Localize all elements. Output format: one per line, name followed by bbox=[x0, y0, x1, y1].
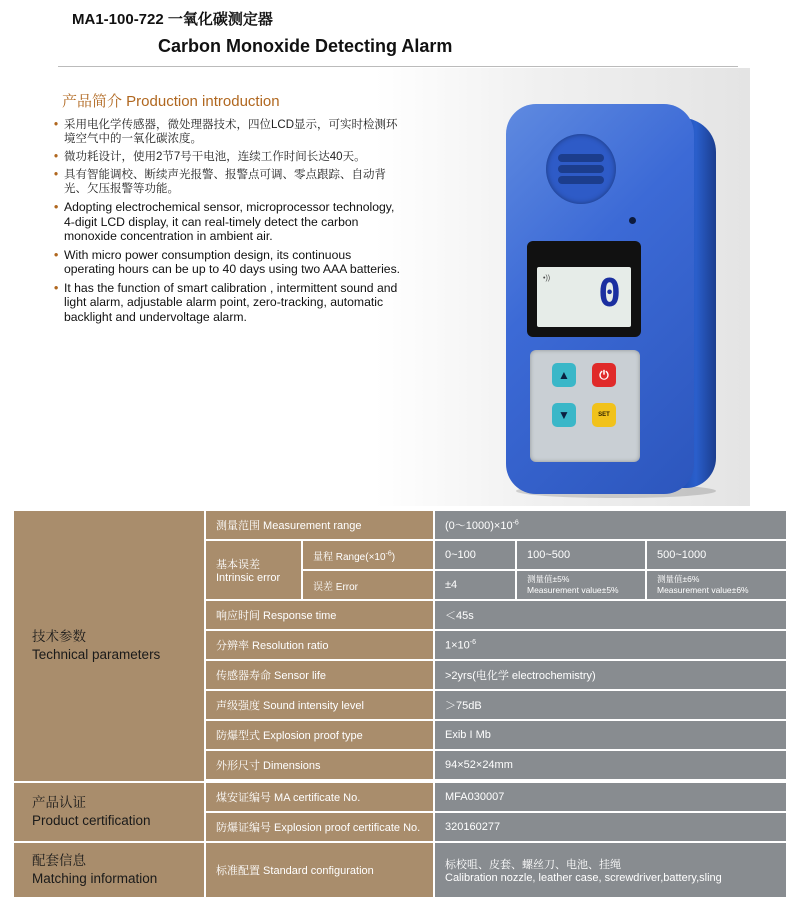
intro-bullet-cn: • 微功耗设计，使用2节7号干电池，连续工作时间长达40天。 bbox=[54, 150, 404, 164]
measurement-range-value: $(0\sim 1000)\times 10^{-6}$ bbox=[435, 511, 786, 539]
range-0-100: 0~100 bbox=[435, 541, 515, 569]
product-code: MA1-100-722 一氧化碳测定器 bbox=[72, 11, 273, 28]
category-matching: 配套信息 Matching information bbox=[14, 843, 204, 897]
response-time-value: ＜45s bbox=[435, 601, 786, 629]
range-500-1000: 500~1000 bbox=[647, 541, 786, 569]
error-0-100: ±4 bbox=[435, 571, 515, 599]
speaker-grille-icon bbox=[546, 134, 616, 204]
set-button[interactable] bbox=[592, 403, 616, 427]
error-500-1000: 测量值±6% Measurement value±6% bbox=[647, 571, 786, 599]
ma-cert-value: MFA030007 bbox=[435, 783, 786, 811]
co-detector-device bbox=[506, 104, 718, 496]
category-certification: 产品认证 Product certification bbox=[14, 783, 204, 841]
device-body bbox=[506, 104, 694, 494]
up-arrow-button[interactable] bbox=[552, 363, 576, 387]
set-button-label: SET bbox=[598, 412, 610, 418]
range-100-500: 100~500 bbox=[517, 541, 645, 569]
intro-bullet-list bbox=[54, 118, 404, 328]
intro-bullet-en: • Adopting electrochemical sensor, microprocessor technology, 4-digit LCD display, it can real-timely detect the carbon monoxide concentration in ambient air. bbox=[54, 200, 404, 244]
sound-level-value: ＞75dB bbox=[435, 691, 786, 719]
intro-bullet-en: • With micro power consumption design, its continuous operating hours can be up to 40 days using two AAA batteries. bbox=[54, 248, 404, 277]
standard-config-label: 标准配置 Standard configuration bbox=[206, 843, 433, 897]
standard-config-value: 标校咀、皮套、螺丝刀、电池、挂绳 Calibration nozzle, leather case, screwdriver,battery,sling bbox=[435, 843, 786, 897]
explosion-type-value: Exib I Mb bbox=[435, 721, 786, 749]
category-technical-en: Technical parameters bbox=[32, 647, 161, 662]
keypad bbox=[530, 350, 640, 462]
resolution-value: $1\times 10^{-6}$ bbox=[435, 631, 786, 659]
intrinsic-error-label: 基本误差 Intrinsic error bbox=[206, 541, 301, 599]
header-divider bbox=[58, 66, 738, 67]
category-technical-cn: 技术参数 bbox=[32, 629, 86, 644]
sound-level-label: 声级强度 Sound intensity level bbox=[206, 691, 433, 719]
power-button[interactable] bbox=[592, 363, 616, 387]
ex-cert-label: 防爆证编号 Explosion proof certificate No. bbox=[206, 813, 433, 841]
down-arrow-button[interactable] bbox=[552, 403, 576, 427]
triangle-up-icon: ▲ bbox=[558, 368, 570, 382]
intro-bullet-cn: • 采用电化学传感器，微处理器技术，四位LCD显示，可实时检测环境空气中的一氧化碳浓度。 bbox=[54, 118, 404, 146]
resolution-label: 分辨率 Resolution ratio bbox=[206, 631, 433, 659]
explosion-type-label: 防爆型式 Explosion proof type bbox=[206, 721, 433, 749]
intro-heading: 产品简介 Production introduction bbox=[62, 93, 280, 110]
dimensions-value: 94×52×24mm bbox=[435, 751, 786, 779]
lcd-display bbox=[537, 267, 631, 327]
triangle-down-icon: ▼ bbox=[558, 408, 570, 422]
alarm-sound-icon: •)) bbox=[543, 275, 551, 282]
sensor-life-value: >2yrs(电化学 electrochemistry) bbox=[435, 661, 786, 689]
sensor-life-label: 传感器寿命 Sensor life bbox=[206, 661, 433, 689]
page-title: Carbon Monoxide Detecting Alarm bbox=[158, 36, 453, 56]
error-sublabel: 误差 Error bbox=[303, 571, 433, 599]
ex-cert-value: 320160277 bbox=[435, 813, 786, 841]
range-sublabel: 量程 $Range(\times 10^{-6})$ bbox=[303, 541, 433, 569]
dimensions-label: 外形尺寸 Dimensions bbox=[206, 751, 433, 779]
ma-cert-label: 煤安证编号 MA certificate No. bbox=[206, 783, 433, 811]
indicator-led bbox=[629, 217, 636, 224]
error-100-500: 测量值±5% Measurement value±5% bbox=[517, 571, 645, 599]
intro-bullet-en: • It has the function of smart calibration , intermittent sound and light alarm, adjustable alarm point, zero-tracking, automatic backlight and undervoltage alarm. bbox=[54, 281, 404, 325]
lcd-reading: 0 bbox=[598, 271, 621, 315]
measurement-range-label: 测量范围 Measurement range bbox=[206, 511, 433, 539]
spec-table bbox=[12, 509, 788, 899]
power-icon: ⏻ bbox=[599, 367, 609, 382]
category-technical bbox=[14, 511, 204, 781]
intro-bullet-cn: • 具有智能调校、断续声光报警、报警点可调、零点跟踪、自动背光、欠压报警等功能。 bbox=[54, 168, 404, 196]
response-time-label: 响应时间 Response time bbox=[206, 601, 433, 629]
